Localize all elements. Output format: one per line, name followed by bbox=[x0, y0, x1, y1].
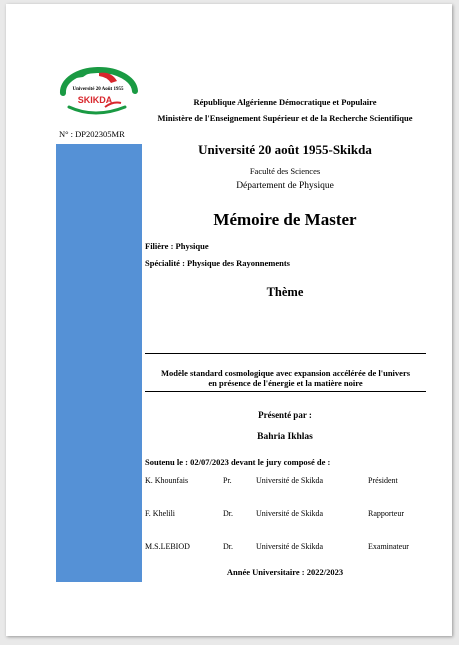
jury-member-university: Université de Skikda bbox=[256, 542, 324, 551]
jury-member-grade: Dr. bbox=[223, 542, 233, 551]
jury-member-name: M.S.LEBIOD bbox=[145, 542, 190, 551]
theme-bottom-rule bbox=[145, 391, 426, 392]
jury-member-role: Président bbox=[368, 476, 398, 485]
jury-member-university: Université de Skikda bbox=[256, 476, 324, 485]
memoire-title: Mémoire de Master bbox=[213, 210, 357, 229]
logo-arc-text: Université 20 Août 1955 bbox=[72, 87, 124, 92]
faculty-name: Faculté des Sciences bbox=[249, 166, 321, 176]
jury-member-grade: Pr. bbox=[223, 476, 232, 485]
author-name: Bahria Ikhlas bbox=[257, 432, 313, 442]
theme-title-line-2: en présence de l'énergie et la matière noire bbox=[208, 378, 363, 388]
jury-member-role: Rapporteur bbox=[368, 509, 404, 518]
defense-line: Soutenu le : 02/07/2023 devant le jury composé de : bbox=[145, 457, 331, 467]
university-logo bbox=[55, 63, 141, 119]
department-name: Département de Physique bbox=[236, 181, 334, 191]
jury-member-name: F. Khelili bbox=[145, 509, 176, 518]
document-reference: N° : DP202305MR bbox=[59, 129, 125, 139]
jury-member-name: K. Khounfais bbox=[145, 476, 189, 485]
jury-member-university: Université de Skikda bbox=[256, 509, 324, 518]
academic-year: Année Universitaire : 2022/2023 bbox=[226, 567, 344, 577]
filiere-line: Filière : Physique bbox=[145, 241, 209, 251]
theme-top-rule bbox=[145, 353, 426, 354]
ministere-heading: Ministère de l'Enseignement Supérieur et de la Recherche Scientifique bbox=[157, 113, 413, 123]
logo-name: SKIKDA bbox=[77, 95, 113, 105]
decorative-blue-band bbox=[56, 144, 142, 582]
university-name: Université 20 août 1955-Skikda bbox=[198, 142, 372, 157]
presente-par-label: Présenté par : bbox=[258, 410, 312, 420]
theme-title-line-1: Modèle standard cosmologique avec expansion accélérée de l'univers bbox=[160, 368, 411, 378]
republique-heading: République Algérienne Démocratique et Populaire bbox=[193, 97, 377, 107]
jury-member-role: Examinateur bbox=[368, 542, 409, 551]
specialite-line: Spécialité : Physique des Rayonnements bbox=[145, 258, 290, 268]
jury-member-grade: Dr. bbox=[223, 509, 233, 518]
theme-label: Thème bbox=[266, 285, 304, 299]
